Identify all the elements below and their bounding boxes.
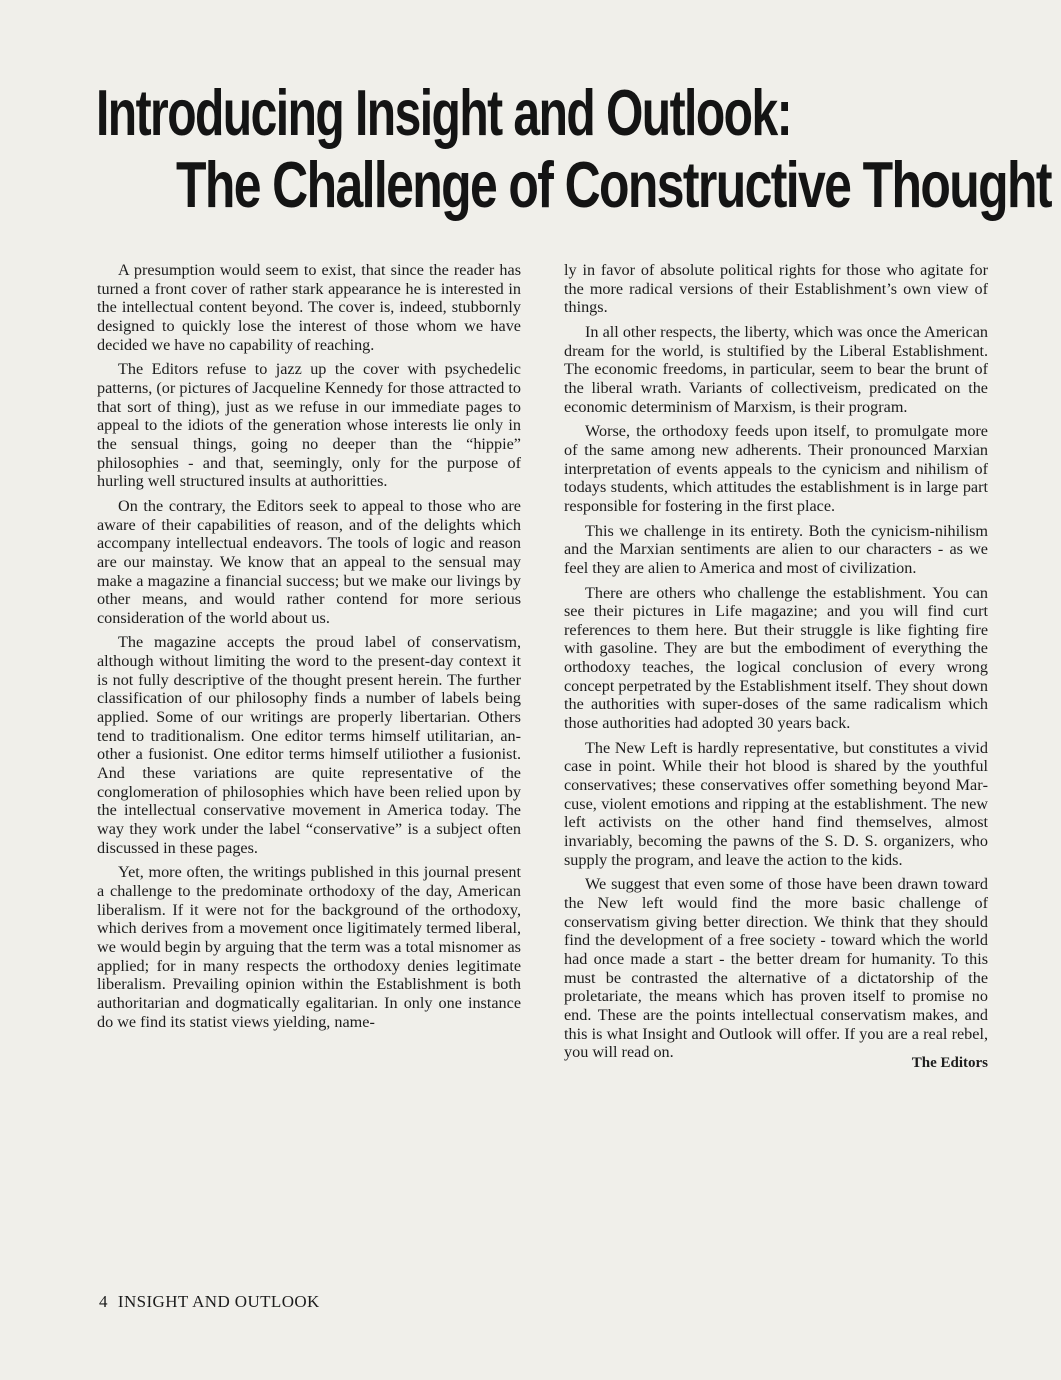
publication-name: INSIGHT AND OUTLOOK [117, 1292, 320, 1311]
right-paragraph-1: In all other respects, the liberty, which was once the American dream for the world, is stultified by the Liberal Establishment. The economic freedoms, in particular, seem to bear the brunt of the liberal wrath. Variants of collectiveism, predicated on the economic determinism of Marxism, is their program. [564, 322, 988, 416]
right-paragraph-3: This we challenge in its entirety. Both the cynicism-nihilism and the Marxian sentiments are alien to our characters - as we feel they are alien to America and most of civilization. [564, 521, 988, 577]
left-paragraph-4: The magazine accepts the proud label of conservatism, although without limiting the word to the present-day context it is not fully descriptive of the thought present herein. The further classification of our philosophy finds a number of labels being applied. Some of our writings are properly libertarian. Others tend to traditionalism. One editor terms himself utilitarian, another a fusionist. One editor terms himself utiliother a fusionist. And these variations are quite representative of the conglomeration of philosophies which have been relied upon by the intellectual conservative movement in America today. The way they work under the label “conservative” is a subject often discussed in these pages. [97, 633, 521, 857]
page-footer [99, 1292, 320, 1312]
right-paragraph-6: We suggest that even some of those have been drawn toward the New left would find the more basic challenge of conservatism giving better direction. We think that they should find the development of a free society - toward which the world had once made a start - the better dream for humanity. To this must be contrasted the alternative of a dictatorship of the proletariate, the means which has proven itself to promise no end. These are the points intellectual conservatism makes, and this is what Insight and Outlook will offer. If you are a real rebel, you will read on. [564, 875, 988, 1062]
headline-line-1: Introducing Insight and Outlook: [96, 78, 792, 150]
left-paragraph-2: The Editors refuse to jazz up the cover with psychedelic patterns, (or pictures of Jacqueline Kennedy for those attracted to that sort of thing), just as we refuse in our immediate pages to appeal to the idiots of the generation whose interests lie only in the sensual things, going no deeper than the “hippie” philosophies - and that, seemingly, only for the purpose of hurling well structured insults at authoritties. [97, 360, 521, 491]
page-number: 4 [99, 1292, 108, 1311]
right-paragraph-5: The New Left is hardly representative, but constitutes a vivid case in point. While their hot blood is shared by the youthful conservatives; these conservatives offer something beyond Marcuse, violent emotions and ripping at the establishment. The new left activists on the other hand find themselves, almost invariably, becoming the pawns of the S. D. S. organizers, who supply the program, and leave the action to the kids. [564, 738, 988, 869]
right-paragraph-4: There are others who challenge the establishment. You can see their pictures in Life magazine; and you will find curt references to them here. But their struggle is like fighting fire with gasoline. They are but the embodiment of everything the orthodoxy teaches, the logical conclusion of every wrong concept perpetrated by the Establishment itself. They shout down the authorities with super-doses of the same radicalism which those authorities had adopted 30 years back. [564, 583, 988, 733]
left-paragraph-5: Yet, more often, the writings published in this journal present a challenge to the predominate orthodoxy of the day, American liberalism. If it were not for the background of the orthodoxy, which derives from a movement once ligitimately termed liberal, we would begin by arguing that the term was a total misnomer as applied; for in many respects the orthodoxy denies legitimate liberalism. Prevailing opinion within the Establishment is both authoritarian and dogmatically egalitarian. In only one instance do we find its statist views yielding, name- [97, 863, 521, 1031]
right-continuation-paragraph: ly in favor of absolute political rights for those who agitate for the more radical versions of their Establishment’s own view of things. [564, 261, 988, 317]
right-paragraph-2: Worse, the orthodoxy feeds upon itself, to promulgate more of the same among new adherents. Their pronounced Marxian interpretation of events appeals to the cynicism and nihilism of todays students, which attitudes the establishment is in large part responsible for fostering in the first place. [564, 422, 988, 515]
editors-signature: The Editors [911, 1054, 988, 1071]
headline-line-2: The Challenge of Constructive Thought [176, 150, 1051, 222]
right-column [564, 261, 988, 1072]
left-column [97, 261, 521, 1037]
left-paragraph-1: A presumption would seem to exist, that since the reader has turned a front cover of rather stark appearance he is interested in the intellectual content beyond. The cover is, indeed, stubbornly designed to quickly lose the interest of those whom we have decided we have no capability of reaching. [97, 261, 521, 354]
left-paragraph-3: On the contrary, the Editors seek to appeal to those who are aware of their capabilities of reason, and of the delights which accompany intellectual endeavors. The tools of logic and reason are our mainstay. We know that an appeal to the sensual may make a magazine a financial success; but we make our livings by other means, and would rather contend for more serious consideration of the world about us. [97, 496, 521, 627]
